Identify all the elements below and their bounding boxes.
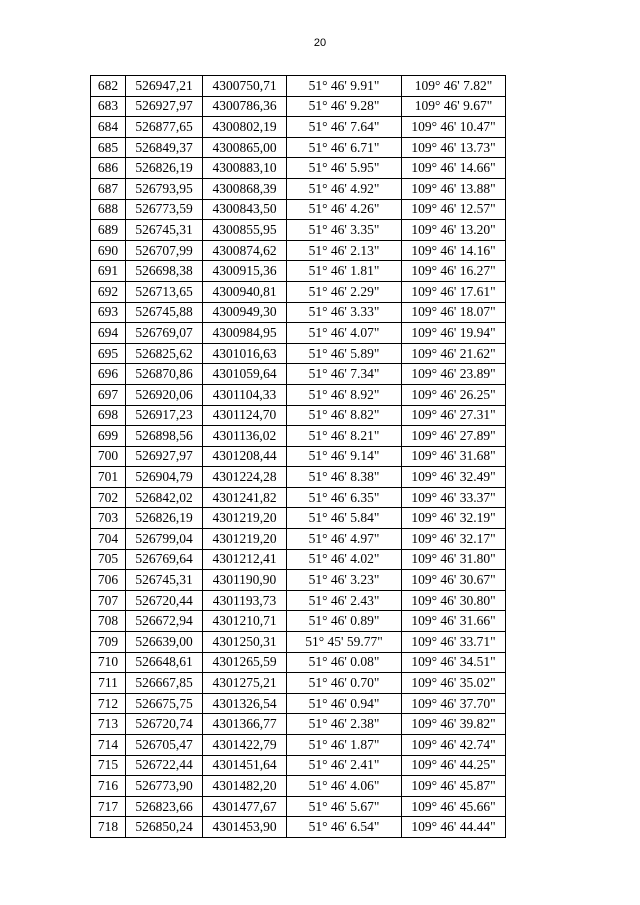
table-row [91,796,506,817]
x-coordinate-cell: 526720,44 [126,590,203,611]
longitude-cell: 109° 46' 27.89" [402,426,506,447]
latitude-cell: 51° 46' 4.02" [287,549,402,570]
x-coordinate-cell: 526927,97 [126,446,203,467]
point-number-cell: 682 [91,76,126,97]
longitude-cell: 109° 46' 42.74" [402,735,506,756]
longitude-cell: 109° 46' 13.20" [402,220,506,241]
latitude-cell: 51° 46' 5.67" [287,796,402,817]
point-number-cell: 689 [91,220,126,241]
longitude-cell: 109° 46' 45.66" [402,796,506,817]
x-coordinate-cell: 526904,79 [126,467,203,488]
point-number-cell: 683 [91,96,126,117]
table-row [91,384,506,405]
point-number-cell: 704 [91,529,126,550]
latitude-cell: 51° 46' 7.34" [287,364,402,385]
latitude-cell: 51° 46' 8.38" [287,467,402,488]
x-coordinate-cell: 526745,31 [126,570,203,591]
latitude-cell: 51° 46' 9.28" [287,96,402,117]
longitude-cell: 109° 46' 30.67" [402,570,506,591]
point-number-cell: 709 [91,632,126,653]
longitude-cell: 109° 46' 21.62" [402,343,506,364]
point-number-cell: 695 [91,343,126,364]
latitude-cell: 51° 46' 2.29" [287,281,402,302]
point-number-cell: 690 [91,240,126,261]
coordinates-table-body [91,76,506,838]
y-coordinate-cell: 4300984,95 [203,323,287,344]
longitude-cell: 109° 46' 26.25" [402,384,506,405]
point-number-cell: 684 [91,117,126,138]
latitude-cell: 51° 46' 1.81" [287,261,402,282]
longitude-cell: 109° 46' 16.27" [402,261,506,282]
longitude-cell: 109° 46' 32.19" [402,508,506,529]
table-row [91,590,506,611]
latitude-cell: 51° 46' 0.08" [287,652,402,673]
y-coordinate-cell: 4301326,54 [203,693,287,714]
y-coordinate-cell: 4301212,41 [203,549,287,570]
table-row [91,405,506,426]
y-coordinate-cell: 4301124,70 [203,405,287,426]
point-number-cell: 691 [91,261,126,282]
y-coordinate-cell: 4301265,59 [203,652,287,673]
point-number-cell: 706 [91,570,126,591]
x-coordinate-cell: 526826,19 [126,158,203,179]
longitude-cell: 109° 46' 32.49" [402,467,506,488]
latitude-cell: 51° 46' 4.26" [287,199,402,220]
y-coordinate-cell: 4300843,50 [203,199,287,220]
point-number-cell: 685 [91,137,126,158]
y-coordinate-cell: 4300868,39 [203,178,287,199]
x-coordinate-cell: 526793,95 [126,178,203,199]
y-coordinate-cell: 4301241,82 [203,487,287,508]
x-coordinate-cell: 526745,88 [126,302,203,323]
longitude-cell: 109° 46' 18.07" [402,302,506,323]
latitude-cell: 51° 46' 7.64" [287,117,402,138]
latitude-cell: 51° 46' 4.92" [287,178,402,199]
longitude-cell: 109° 46' 7.82" [402,76,506,97]
point-number-cell: 712 [91,693,126,714]
y-coordinate-cell: 4301219,20 [203,529,287,550]
longitude-cell: 109° 46' 32.17" [402,529,506,550]
x-coordinate-cell: 526707,99 [126,240,203,261]
x-coordinate-cell: 526823,66 [126,796,203,817]
point-number-cell: 713 [91,714,126,735]
y-coordinate-cell: 4301059,64 [203,364,287,385]
x-coordinate-cell: 526769,07 [126,323,203,344]
latitude-cell: 51° 46' 3.23" [287,570,402,591]
point-number-cell: 717 [91,796,126,817]
longitude-cell: 109° 46' 27.31" [402,405,506,426]
point-number-cell: 687 [91,178,126,199]
point-number-cell: 698 [91,405,126,426]
x-coordinate-cell: 526675,75 [126,693,203,714]
x-coordinate-cell: 526713,65 [126,281,203,302]
point-number-cell: 699 [91,426,126,447]
latitude-cell: 51° 46' 6.54" [287,817,402,838]
y-coordinate-cell: 4300786,36 [203,96,287,117]
table-row [91,467,506,488]
latitude-cell: 51° 46' 0.89" [287,611,402,632]
latitude-cell: 51° 46' 6.35" [287,487,402,508]
point-number-cell: 694 [91,323,126,344]
x-coordinate-cell: 526773,90 [126,776,203,797]
x-coordinate-cell: 526920,06 [126,384,203,405]
y-coordinate-cell: 4300874,62 [203,240,287,261]
longitude-cell: 109° 46' 19.94" [402,323,506,344]
point-number-cell: 718 [91,817,126,838]
point-number-cell: 705 [91,549,126,570]
table-row [91,570,506,591]
table-row [91,735,506,756]
y-coordinate-cell: 4301453,90 [203,817,287,838]
latitude-cell: 51° 46' 4.07" [287,323,402,344]
table-row [91,673,506,694]
latitude-cell: 51° 46' 4.97" [287,529,402,550]
latitude-cell: 51° 46' 2.43" [287,590,402,611]
point-number-cell: 700 [91,446,126,467]
x-coordinate-cell: 526667,85 [126,673,203,694]
y-coordinate-cell: 4301016,63 [203,343,287,364]
y-coordinate-cell: 4301275,21 [203,673,287,694]
latitude-cell: 51° 46' 8.21" [287,426,402,447]
page-number: 20 [313,37,327,49]
x-coordinate-cell: 526722,44 [126,755,203,776]
table-row [91,714,506,735]
point-number-cell: 708 [91,611,126,632]
table-row [91,281,506,302]
x-coordinate-cell: 526769,64 [126,549,203,570]
latitude-cell: 51° 46' 5.89" [287,343,402,364]
latitude-cell: 51° 46' 8.92" [287,384,402,405]
longitude-cell: 109° 46' 31.80" [402,549,506,570]
x-coordinate-cell: 526705,47 [126,735,203,756]
table-row [91,96,506,117]
table-row [91,343,506,364]
x-coordinate-cell: 526849,37 [126,137,203,158]
longitude-cell: 109° 46' 34.51" [402,652,506,673]
x-coordinate-cell: 526698,38 [126,261,203,282]
x-coordinate-cell: 526842,02 [126,487,203,508]
table-row [91,199,506,220]
point-number-cell: 693 [91,302,126,323]
longitude-cell: 109° 46' 17.61" [402,281,506,302]
point-number-cell: 688 [91,199,126,220]
point-number-cell: 697 [91,384,126,405]
y-coordinate-cell: 4301366,77 [203,714,287,735]
y-coordinate-cell: 4300750,71 [203,76,287,97]
longitude-cell: 109° 46' 13.73" [402,137,506,158]
y-coordinate-cell: 4301208,44 [203,446,287,467]
table-row [91,220,506,241]
y-coordinate-cell: 4301477,67 [203,796,287,817]
x-coordinate-cell: 526672,94 [126,611,203,632]
table-row [91,302,506,323]
longitude-cell: 109° 46' 12.57" [402,199,506,220]
table-row [91,178,506,199]
latitude-cell: 51° 46' 9.14" [287,446,402,467]
table-row [91,426,506,447]
longitude-cell: 109° 46' 35.02" [402,673,506,694]
table-row [91,158,506,179]
table-row [91,117,506,138]
x-coordinate-cell: 526927,97 [126,96,203,117]
longitude-cell: 109° 46' 14.66" [402,158,506,179]
latitude-cell: 51° 46' 0.70" [287,673,402,694]
table-row [91,487,506,508]
y-coordinate-cell: 4301451,64 [203,755,287,776]
table-row [91,446,506,467]
point-number-cell: 696 [91,364,126,385]
x-coordinate-cell: 526639,00 [126,632,203,653]
x-coordinate-cell: 526870,86 [126,364,203,385]
latitude-cell: 51° 45' 59.77" [287,632,402,653]
table-row [91,611,506,632]
point-number-cell: 715 [91,755,126,776]
y-coordinate-cell: 4301136,02 [203,426,287,447]
y-coordinate-cell: 4301104,33 [203,384,287,405]
y-coordinate-cell: 4301224,28 [203,467,287,488]
table-row [91,364,506,385]
x-coordinate-cell: 526947,21 [126,76,203,97]
y-coordinate-cell: 4300865,00 [203,137,287,158]
latitude-cell: 51° 46' 9.91" [287,76,402,97]
point-number-cell: 701 [91,467,126,488]
latitude-cell: 51° 46' 2.41" [287,755,402,776]
longitude-cell: 109° 46' 44.25" [402,755,506,776]
latitude-cell: 51° 46' 0.94" [287,693,402,714]
latitude-cell: 51° 46' 8.82" [287,405,402,426]
table-row [91,817,506,838]
y-coordinate-cell: 4300802,19 [203,117,287,138]
longitude-cell: 109° 46' 33.37" [402,487,506,508]
y-coordinate-cell: 4300949,30 [203,302,287,323]
table-row [91,508,506,529]
table-row [91,632,506,653]
latitude-cell: 51° 46' 5.84" [287,508,402,529]
point-number-cell: 686 [91,158,126,179]
latitude-cell: 51° 46' 1.87" [287,735,402,756]
longitude-cell: 109° 46' 30.80" [402,590,506,611]
y-coordinate-cell: 4301210,71 [203,611,287,632]
point-number-cell: 710 [91,652,126,673]
table-row [91,76,506,97]
longitude-cell: 109° 46' 13.88" [402,178,506,199]
y-coordinate-cell: 4301250,31 [203,632,287,653]
point-number-cell: 707 [91,590,126,611]
y-coordinate-cell: 4300940,81 [203,281,287,302]
y-coordinate-cell: 4301422,79 [203,735,287,756]
table-row [91,549,506,570]
longitude-cell: 109° 46' 31.66" [402,611,506,632]
x-coordinate-cell: 526825,62 [126,343,203,364]
longitude-cell: 109° 46' 44.44" [402,817,506,838]
latitude-cell: 51° 46' 3.35" [287,220,402,241]
x-coordinate-cell: 526877,65 [126,117,203,138]
longitude-cell: 109° 46' 14.16" [402,240,506,261]
point-number-cell: 714 [91,735,126,756]
x-coordinate-cell: 526799,04 [126,529,203,550]
longitude-cell: 109° 46' 33.71" [402,632,506,653]
longitude-cell: 109° 46' 10.47" [402,117,506,138]
table-row [91,261,506,282]
longitude-cell: 109° 46' 23.89" [402,364,506,385]
y-coordinate-cell: 4301190,90 [203,570,287,591]
table-row [91,240,506,261]
latitude-cell: 51° 46' 6.71" [287,137,402,158]
longitude-cell: 109° 46' 31.68" [402,446,506,467]
longitude-cell: 109° 46' 9.67" [402,96,506,117]
table-row [91,693,506,714]
y-coordinate-cell: 4301482,20 [203,776,287,797]
latitude-cell: 51° 46' 2.13" [287,240,402,261]
x-coordinate-cell: 526720,74 [126,714,203,735]
x-coordinate-cell: 526826,19 [126,508,203,529]
x-coordinate-cell: 526648,61 [126,652,203,673]
latitude-cell: 51° 46' 3.33" [287,302,402,323]
point-number-cell: 692 [91,281,126,302]
table-row [91,755,506,776]
point-number-cell: 711 [91,673,126,694]
table-row [91,529,506,550]
y-coordinate-cell: 4300855,95 [203,220,287,241]
longitude-cell: 109° 46' 45.87" [402,776,506,797]
coordinates-table [90,75,506,838]
longitude-cell: 109° 46' 37.70" [402,693,506,714]
table-row [91,652,506,673]
latitude-cell: 51° 46' 4.06" [287,776,402,797]
x-coordinate-cell: 526850,24 [126,817,203,838]
latitude-cell: 51° 46' 2.38" [287,714,402,735]
y-coordinate-cell: 4301193,73 [203,590,287,611]
table-row [91,323,506,344]
y-coordinate-cell: 4300915,36 [203,261,287,282]
latitude-cell: 51° 46' 5.95" [287,158,402,179]
table-row [91,137,506,158]
x-coordinate-cell: 526898,56 [126,426,203,447]
point-number-cell: 716 [91,776,126,797]
x-coordinate-cell: 526773,59 [126,199,203,220]
table-row [91,776,506,797]
y-coordinate-cell: 4300883,10 [203,158,287,179]
y-coordinate-cell: 4301219,20 [203,508,287,529]
x-coordinate-cell: 526917,23 [126,405,203,426]
longitude-cell: 109° 46' 39.82" [402,714,506,735]
point-number-cell: 702 [91,487,126,508]
x-coordinate-cell: 526745,31 [126,220,203,241]
point-number-cell: 703 [91,508,126,529]
